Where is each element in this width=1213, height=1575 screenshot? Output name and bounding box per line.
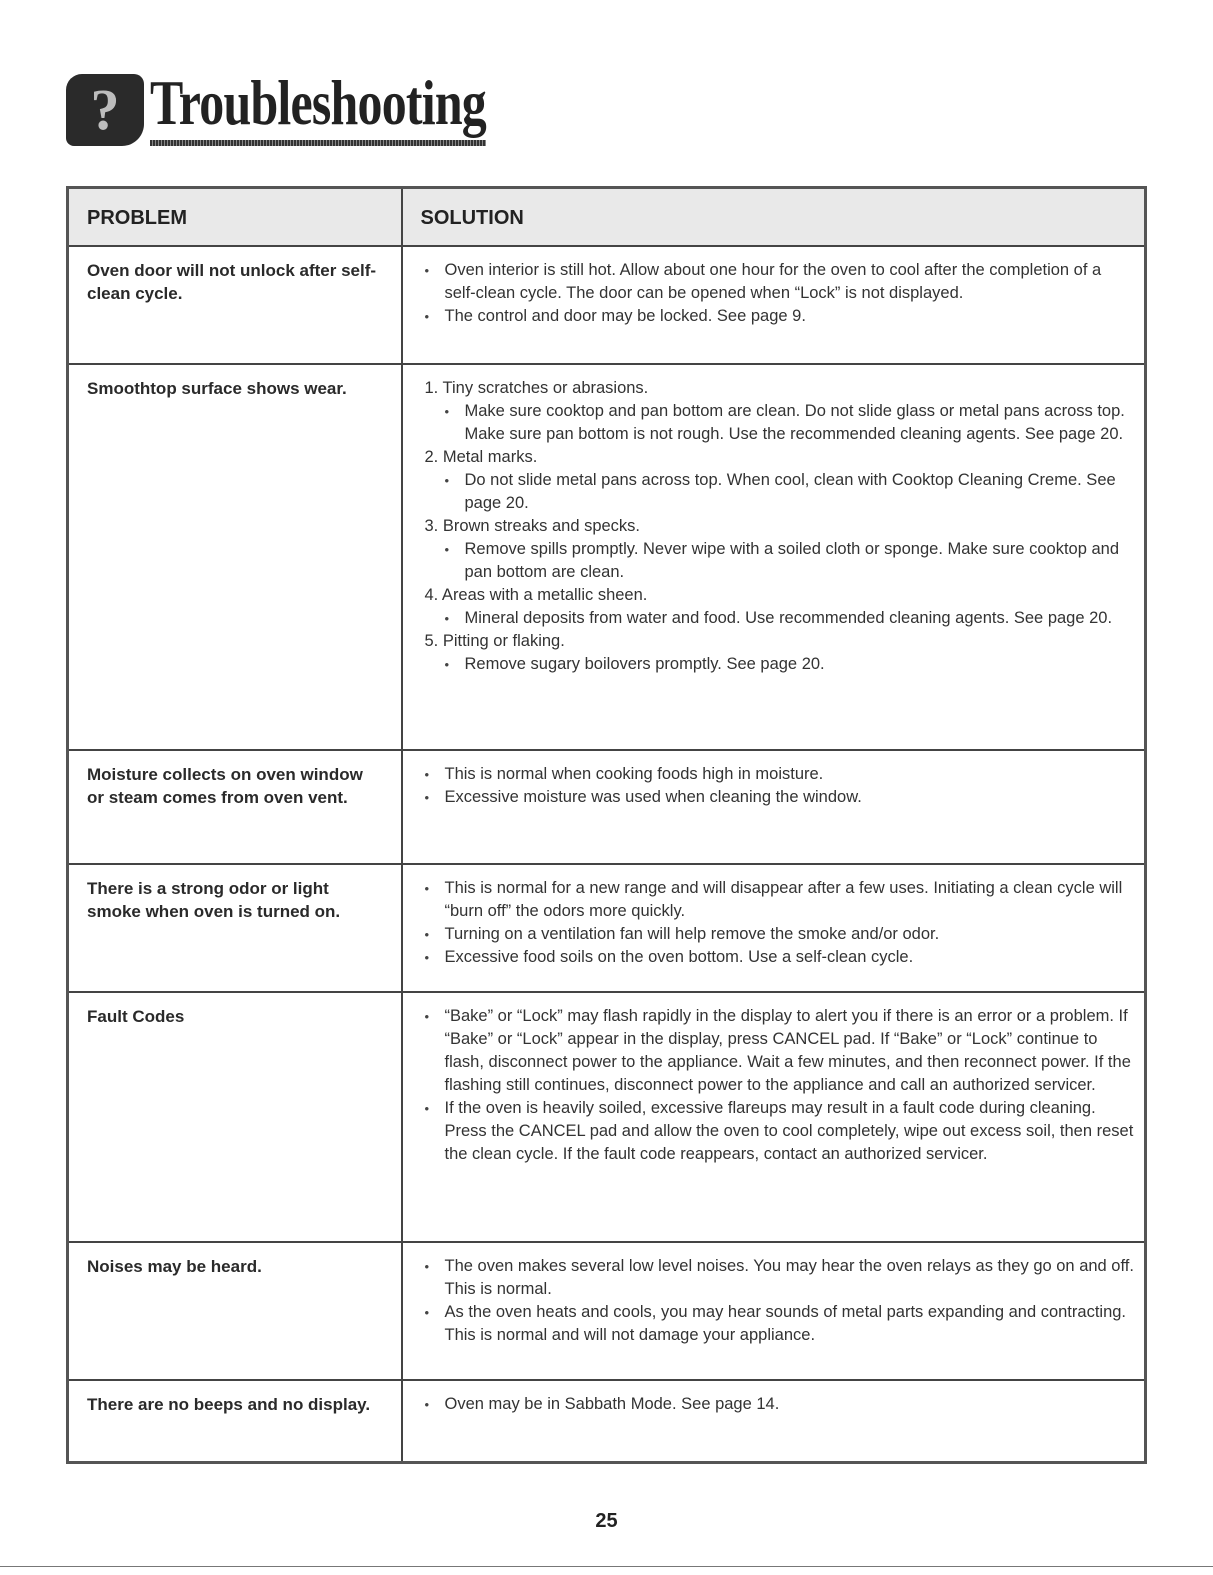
problem-cell: There is a strong odor or light smoke when oven is turned on. <box>68 864 402 992</box>
page-number: 25 <box>595 1510 618 1532</box>
solution-bullet: • Do not slide metal pans across top. When cool, clean with Cooktop Cleaning Creme. See page 20. <box>445 469 1135 515</box>
solution-bullet: • Excessive moisture was used when cleaning the window. <box>425 786 1135 809</box>
problem-cell: Fault Codes <box>68 992 402 1242</box>
table-row <box>68 1242 1146 1380</box>
numbered-item <box>425 584 1135 630</box>
table-row <box>68 1380 1146 1462</box>
solution-list <box>425 1393 1135 1416</box>
table-row <box>68 992 1146 1242</box>
solution-cell <box>402 246 1146 364</box>
page-title: Troubleshooting <box>150 67 486 138</box>
solution-cell <box>402 992 1146 1242</box>
table-row <box>68 246 1146 364</box>
problem-cell: Noises may be heard. <box>68 1242 402 1380</box>
solution-bullet: • Turning on a ventilation fan will help remove the smoke and/or odor. <box>425 923 1135 946</box>
solution-bullet: • This is normal for a new range and will disappear after a few uses. Initiating a clean cycle will “burn off” the odors more quickly. <box>425 877 1135 923</box>
solution-bullet: • The oven makes several low level noises. You may hear the oven relays as they go on and off. This is normal. <box>425 1255 1135 1301</box>
solution-bullet: • Mineral deposits from water and food. Use recommended cleaning agents. See page 20. <box>445 607 1135 630</box>
solution-bullet: • Remove spills promptly. Never wipe with a soiled cloth or sponge. Make sure cooktop and pan bottom are clean. <box>445 538 1135 584</box>
table-header-row <box>68 188 1146 247</box>
solution-bullet: • Oven may be in Sabbath Mode. See page 14. <box>425 1393 1135 1416</box>
problem-cell: There are no beeps and no display. <box>68 1380 402 1462</box>
solution-list <box>425 877 1135 969</box>
solution-cell <box>402 364 1146 750</box>
bottom-divider <box>0 1566 1213 1567</box>
numbered-item <box>425 377 1135 446</box>
table-row <box>68 364 1146 750</box>
numbered-item-label: 5. Pitting or flaking. <box>424 632 565 650</box>
table-row <box>68 750 1146 864</box>
numbered-item-label: 4. Areas with a metallic sheen. <box>424 586 648 604</box>
numbered-item <box>425 446 1135 515</box>
solution-list <box>425 1255 1135 1347</box>
problem-cell: Moisture collects on oven window or steam comes from oven vent. <box>68 750 402 864</box>
numbered-list <box>425 377 1135 676</box>
solution-cell <box>402 864 1146 992</box>
title-underline <box>150 140 486 146</box>
table-row <box>68 864 1146 992</box>
solution-cell <box>402 750 1146 864</box>
solution-bullet: • The control and door may be locked. See page 9. <box>425 305 1135 328</box>
solution-bullet: • “Bake” or “Lock” may flash rapidly in the display to alert you if there is an error or a problem. If “Bake” or “Lock” appear in the display, press CANCEL pad. If “Bake” or “Lock” continue to flash, disconnect power to the appliance. Wait a few minutes, and then reconnect power. If the flashing still continues, disconnect power to the appliance and call an authorized servicer. <box>425 1005 1135 1097</box>
solution-list <box>425 259 1135 328</box>
solution-bullet: • Make sure cooktop and pan bottom are clean. Do not slide glass or metal pans across top. Make sure pan bottom is not rough. Use the recommended cleaning agents. See page 20. <box>445 400 1135 446</box>
solution-cell <box>402 1242 1146 1380</box>
troubleshooting-table <box>66 186 1147 1464</box>
solution-list <box>425 763 1135 809</box>
problem-column-header: PROBLEM <box>68 188 402 247</box>
solution-bullet: • This is normal when cooking foods high in moisture. <box>425 763 1135 786</box>
numbered-item <box>425 630 1135 676</box>
numbered-item-label: 2. Metal marks. <box>424 448 538 466</box>
solution-list <box>425 1005 1135 1166</box>
solution-bullet: • If the oven is heavily soiled, excessive flareups may result in a fault code during cleaning. Press the CANCEL pad and allow the oven to cool completely, wipe out excess soil, then reset the clean cycle. If the fault code reappears, contact an authorized servicer. <box>425 1097 1135 1166</box>
numbered-item-label: 1. Tiny scratches or abrasions. <box>424 379 649 397</box>
solution-bullet: • Oven interior is still hot. Allow about one hour for the oven to cool after the completion of a self-clean cycle. The door can be opened when “Lock” is not displayed. <box>425 259 1135 305</box>
numbered-item-label: 3. Brown streaks and specks. <box>424 517 641 535</box>
solution-bullet: • Excessive food soils on the oven bottom. Use a self-clean cycle. <box>425 946 1135 969</box>
solution-bullet: • As the oven heats and cools, you may hear sounds of metal parts expanding and contracting. This is normal and will not damage your appliance. <box>425 1301 1135 1347</box>
solution-bullet: • Remove sugary boilovers promptly. See page 20. <box>445 653 1135 676</box>
numbered-item <box>425 515 1135 584</box>
solution-cell <box>402 1380 1146 1462</box>
problem-cell: Oven door will not unlock after self-clean cycle. <box>68 246 402 364</box>
problem-cell: Smoothtop surface shows wear. <box>68 364 402 750</box>
solution-column-header: SOLUTION <box>402 188 1146 247</box>
question-mark-icon: ? <box>66 74 144 146</box>
